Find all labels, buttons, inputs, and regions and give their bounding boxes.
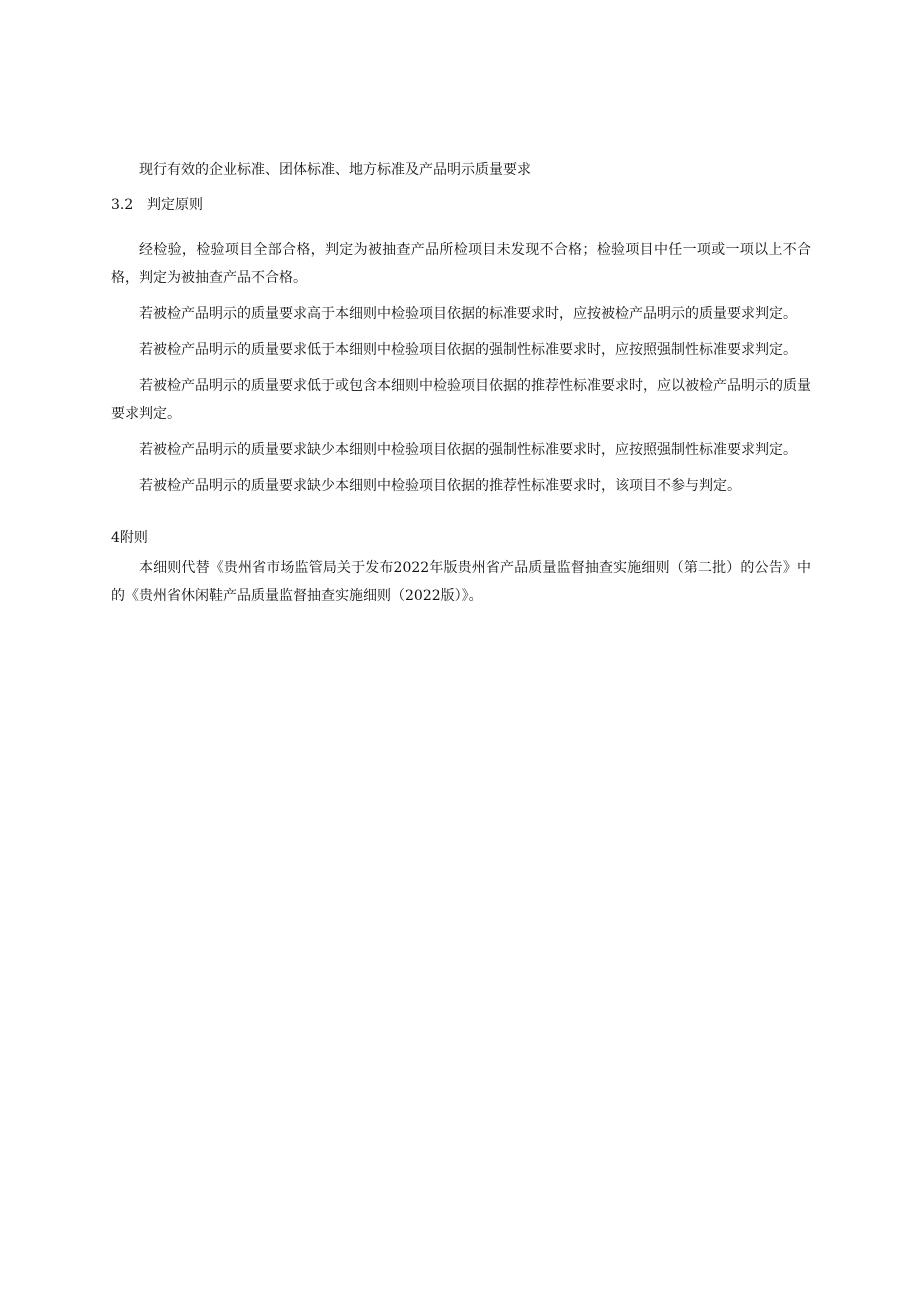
section-heading-3-2 xyxy=(111,191,811,219)
judgement-rules xyxy=(111,236,811,500)
paragraph: 若被检产品明示的质量要求缺少本细则中检验项目依据的推荐性标准要求时，该项目不参与判定。 xyxy=(139,478,741,494)
section-title: 判定原则 xyxy=(147,197,203,213)
section-heading-4: 4附则 xyxy=(111,530,148,546)
paragraph: 若被检产品明示的质量要求低于本细则中检验项目依据的强制性标准要求时，应按照强制性标准要求判定。 xyxy=(139,342,797,358)
paragraph: 若被检产品明示的质量要求高于本细则中检验项目依据的标准要求时，应按被检产品明示的质量要求判定。 xyxy=(139,306,797,322)
document-body xyxy=(111,156,811,610)
intro-line: 现行有效的企业标准、团体标准、地方标准及产品明示质量要求 xyxy=(139,162,531,178)
section-number: 3.2 xyxy=(111,197,134,213)
paragraph: 经检验，检验项目全部合格，判定为被抽查产品所检项目未发现不合格；检验项目中任一项或一项以上不合格，判定为被抽查产品不合格。 xyxy=(111,242,811,286)
paragraph: 若被检产品明示的质量要求缺少本细则中检验项目依据的强制性标准要求时，应按照强制性标准要求判定。 xyxy=(139,442,797,458)
appendix-paragraph: 本细则代替《贵州省市场监管局关于发布2022年版贵州省产品质量监督抽查实施细则（第二批）的公告》中的《贵州省休闲鞋产品质量监督抽查实施细则（2022版）》。 xyxy=(111,560,811,604)
paragraph: 若被检产品明示的质量要求低于或包含本细则中检验项目依据的推荐性标准要求时，应以被检产品明示的质量要求判定。 xyxy=(111,378,811,422)
